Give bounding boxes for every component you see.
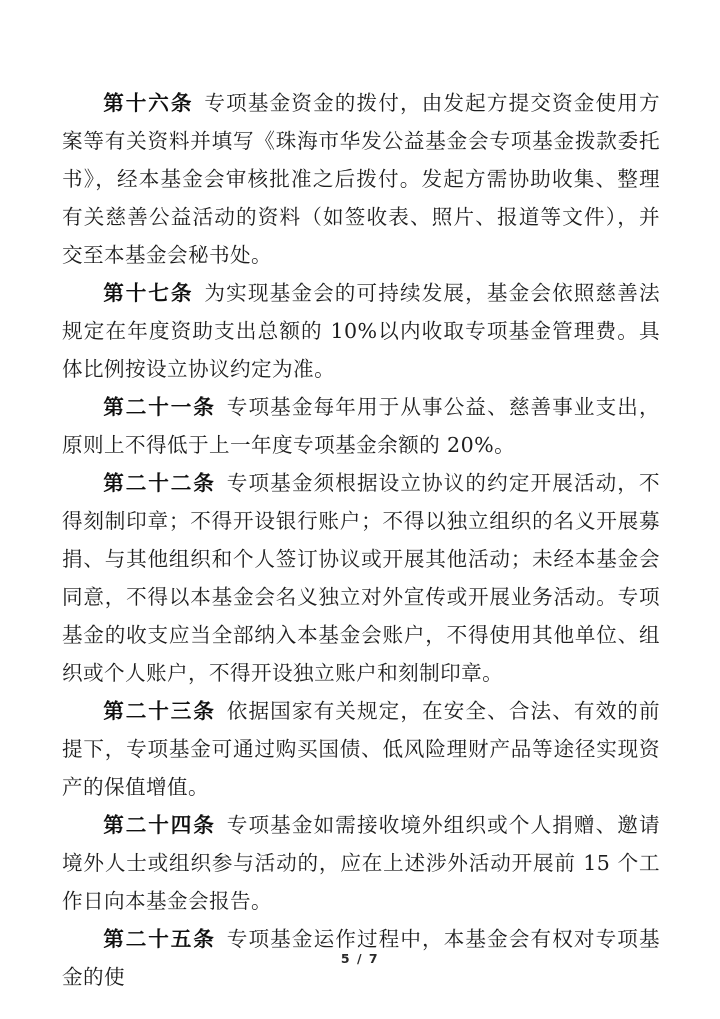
article-label: 第十六条 [103,91,194,115]
article-label: 第二十四条 [103,813,216,837]
page-footer [0,948,720,967]
page-number: 5 / 7 [340,951,380,966]
article-body: 依据国家有关规定，在安全、合法、有效的前提下，专项基金可通过购买国债、低风险理财产品等途径实现资产的保值增值。 [62,699,660,799]
article-body: 专项基金资金的拨付，由发起方提交资金使用方案等有关资料并填写《珠海市华发公益基金会专项基金拨款委托书》，经本基金会审核批准之后拨付。发起方需协助收集、整理有关慈善公益活动的资料（如签收表、照片、报道等文件），并交至本基金会秘书处。 [62,91,660,267]
article-label: 第二十二条 [103,471,216,495]
article-body: 专项基金如需接收境外组织或个人捐赠、邀请境外人士或组织参与活动的，应在上述涉外活动开展前 15 个工作日向本基金会报告。 [62,813,660,913]
document-text-column [62,84,660,996]
article-paragraph [62,274,660,388]
article-body: 专项基金运作过程中，本基金会有权对专项基金的使 [62,927,660,989]
article-label: 第十七条 [103,281,194,305]
article-body: 专项基金须根据设立协议的约定开展活动，不得刻制印章；不得开设银行账户；不得以独立组织的名义开展募捐、与其他组织和个人签订协议或开展其他活动；未经本基金会同意，不得以本基金会名义独立对外宣传或开展业务活动。专项基金的收支应当全部纳入本基金会账户，不得使用其他单位、组织或个人账户，不得开设独立账户和刻制印章。 [62,471,660,685]
article-label: 第二十五条 [103,927,216,951]
article-body: 为实现基金会的可持续发展，基金会依照慈善法规定在年度资助支出总额的 10%以内收取专项基金管理费。具体比例按设立协议约定为准。 [62,281,660,381]
article-paragraph [62,692,660,806]
article-paragraph [62,388,660,464]
article-body: 专项基金每年用于从事公益、慈善事业支出，原则上不得低于上一年度专项基金余额的 20%。 [62,395,660,457]
article-label: 第二十一条 [103,395,216,419]
article-paragraph [62,806,660,920]
article-paragraph [62,464,660,692]
article-paragraph [62,84,660,274]
article-label: 第二十三条 [103,699,216,723]
